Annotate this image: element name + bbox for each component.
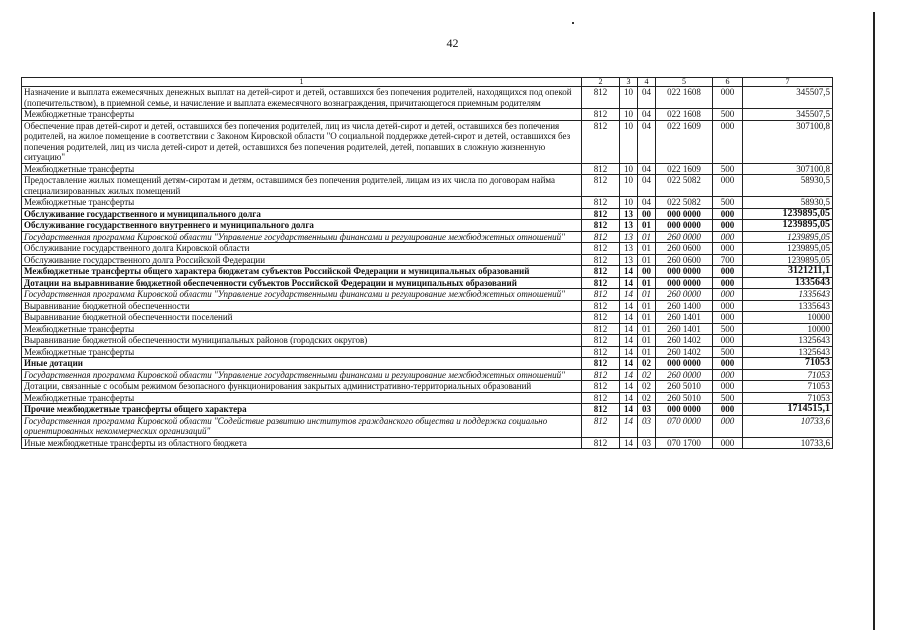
row-article-cell: 260 5010 [656, 392, 713, 404]
table-row [22, 346, 833, 358]
row-section-cell: 14 [620, 266, 638, 278]
row-amount-cell: 71053 [743, 381, 833, 393]
table-header-row [22, 78, 833, 87]
row-subsection-cell: 04 [638, 197, 656, 209]
row-subsection-cell: 01 [638, 312, 656, 324]
row-type-cell: 000 [713, 266, 743, 278]
row-subsection-cell: 02 [638, 358, 656, 370]
row-code-cell: 812 [582, 346, 620, 358]
row-subsection-cell: 01 [638, 243, 656, 255]
row-article-cell: 260 1401 [656, 312, 713, 324]
row-code-cell: 812 [582, 109, 620, 121]
row-code-cell: 812 [582, 335, 620, 347]
row-type-cell: 700 [713, 254, 743, 266]
row-name-cell: Обслуживание государственного и муниципального долга [22, 208, 582, 220]
row-subsection-cell: 02 [638, 381, 656, 393]
row-type-cell: 000 [713, 243, 743, 255]
row-name-cell: Выравнивание бюджетной обеспеченности поселений [22, 312, 582, 324]
row-article-cell: 260 1402 [656, 335, 713, 347]
row-article-cell: 260 5010 [656, 381, 713, 393]
row-code-cell: 812 [582, 289, 620, 301]
row-subsection-cell: 01 [638, 277, 656, 289]
row-code-cell: 812 [582, 220, 620, 232]
row-name-cell: Межбюджетные трансферты общего характера бюджетам субъектов Российской Федерации и муниципальных образований [22, 266, 582, 278]
table-row [22, 392, 833, 404]
row-amount-cell: 1239895,05 [743, 220, 833, 232]
table-row [22, 266, 833, 278]
row-section-cell: 14 [620, 381, 638, 393]
row-code-cell: 812 [582, 300, 620, 312]
row-section-cell: 14 [620, 404, 638, 416]
row-code-cell: 812 [582, 415, 620, 437]
row-code-cell: 812 [582, 358, 620, 370]
row-type-cell: 500 [713, 109, 743, 121]
row-name-cell: Государственная программа Кировской области "Управление государственными финансами и регулирование межбюджетных отношений" [22, 289, 582, 301]
row-type-cell: 000 [713, 289, 743, 301]
row-code-cell: 812 [582, 277, 620, 289]
row-type-cell: 000 [713, 120, 743, 163]
row-code-cell: 812 [582, 208, 620, 220]
row-article-cell: 260 0600 [656, 254, 713, 266]
table-row [22, 197, 833, 209]
row-amount-cell: 71053 [743, 369, 833, 381]
row-subsection-cell: 03 [638, 404, 656, 416]
row-article-cell: 022 1608 [656, 87, 713, 109]
row-type-cell: 500 [713, 197, 743, 209]
row-code-cell: 812 [582, 323, 620, 335]
row-article-cell: 000 0000 [656, 404, 713, 416]
header-cell-6: 6 [713, 78, 743, 87]
row-article-cell: 260 0000 [656, 369, 713, 381]
table-row [22, 254, 833, 266]
row-article-cell: 260 0600 [656, 243, 713, 255]
row-type-cell: 000 [713, 335, 743, 347]
table-row [22, 312, 833, 324]
row-amount-cell: 345507,5 [743, 87, 833, 109]
table-row [22, 369, 833, 381]
row-amount-cell: 10000 [743, 312, 833, 324]
row-type-cell: 500 [713, 163, 743, 175]
row-section-cell: 13 [620, 220, 638, 232]
table-body [22, 78, 833, 449]
row-code-cell: 812 [582, 437, 620, 449]
row-section-cell: 10 [620, 197, 638, 209]
row-section-cell: 13 [620, 243, 638, 255]
row-subsection-cell: 04 [638, 120, 656, 163]
header-cell-7: 7 [743, 78, 833, 87]
row-article-cell: 022 5082 [656, 197, 713, 209]
row-code-cell: 812 [582, 369, 620, 381]
row-name-cell: Иные дотации [22, 358, 582, 370]
row-name-cell: Государственная программа Кировской области "Управление государственными финансами и регулирование межбюджетных отношений" [22, 369, 582, 381]
table-row [22, 437, 833, 449]
row-type-cell: 000 [713, 231, 743, 243]
row-amount-cell: 58930,5 [743, 175, 833, 197]
row-article-cell: 260 1400 [656, 300, 713, 312]
row-name-cell: Межбюджетные трансферты [22, 163, 582, 175]
row-article-cell: 070 0000 [656, 415, 713, 437]
row-type-cell: 000 [713, 415, 743, 437]
table-row [22, 109, 833, 121]
row-name-cell: Межбюджетные трансферты [22, 346, 582, 358]
row-section-cell: 14 [620, 289, 638, 301]
table-row [22, 404, 833, 416]
row-name-cell: Межбюджетные трансферты [22, 197, 582, 209]
table-row [22, 358, 833, 370]
row-code-cell: 812 [582, 254, 620, 266]
row-subsection-cell: 00 [638, 266, 656, 278]
row-section-cell: 14 [620, 323, 638, 335]
row-code-cell: 812 [582, 87, 620, 109]
row-article-cell: 022 1609 [656, 163, 713, 175]
row-subsection-cell: 02 [638, 369, 656, 381]
header-cell-1: 1 [22, 78, 582, 87]
row-amount-cell: 10733,6 [743, 437, 833, 449]
row-article-cell: 260 0000 [656, 231, 713, 243]
row-section-cell: 13 [620, 231, 638, 243]
row-amount-cell: 10000 [743, 323, 833, 335]
row-article-cell: 022 1609 [656, 120, 713, 163]
row-name-cell: Государственная программа Кировской области "Управление государственными финансами и регулирование межбюджетных отношений" [22, 231, 582, 243]
table-row [22, 415, 833, 437]
row-type-cell: 000 [713, 358, 743, 370]
table-row [22, 289, 833, 301]
row-section-cell: 10 [620, 175, 638, 197]
row-article-cell: 000 0000 [656, 220, 713, 232]
table-row [22, 220, 833, 232]
table-row [22, 243, 833, 255]
row-section-cell: 14 [620, 300, 638, 312]
row-subsection-cell: 01 [638, 220, 656, 232]
header-cell-3: 3 [620, 78, 638, 87]
row-subsection-cell: 01 [638, 346, 656, 358]
row-section-cell: 13 [620, 254, 638, 266]
row-type-cell: 000 [713, 208, 743, 220]
row-section-cell: 14 [620, 277, 638, 289]
row-subsection-cell: 01 [638, 323, 656, 335]
row-code-cell: 812 [582, 175, 620, 197]
row-subsection-cell: 04 [638, 175, 656, 197]
row-type-cell: 000 [713, 175, 743, 197]
row-type-cell: 000 [713, 277, 743, 289]
table-row [22, 300, 833, 312]
row-subsection-cell: 03 [638, 415, 656, 437]
row-subsection-cell: 01 [638, 289, 656, 301]
row-type-cell: 500 [713, 392, 743, 404]
row-section-cell: 10 [620, 87, 638, 109]
row-section-cell: 10 [620, 120, 638, 163]
row-subsection-cell: 02 [638, 392, 656, 404]
row-amount-cell: 1239895,05 [743, 243, 833, 255]
row-name-cell: Назначение и выплата ежемесячных денежных выплат на детей-сирот и детей, оставшихся без попечения родителей, находящихся под опекой (попечительством), в приемной семье, и начисление и выплата ежемесячного вознаграждения, причитающегося приемным родителям [22, 87, 582, 109]
row-section-cell: 13 [620, 208, 638, 220]
row-amount-cell: 58930,5 [743, 197, 833, 209]
table-row [22, 231, 833, 243]
header-cell-4: 4 [638, 78, 656, 87]
row-article-cell: 022 5082 [656, 175, 713, 197]
row-subsection-cell: 04 [638, 87, 656, 109]
row-section-cell: 10 [620, 109, 638, 121]
row-article-cell: 000 0000 [656, 358, 713, 370]
row-name-cell: Выравнивание бюджетной обеспеченности [22, 300, 582, 312]
row-article-cell: 000 0000 [656, 266, 713, 278]
row-code-cell: 812 [582, 266, 620, 278]
page-number: 42 [446, 36, 459, 50]
row-amount-cell: 307100,8 [743, 120, 833, 163]
row-name-cell: Обслуживание государственного внутреннего и муниципального долга [22, 220, 582, 232]
row-code-cell: 812 [582, 404, 620, 416]
row-name-cell: Межбюджетные трансферты [22, 323, 582, 335]
header-cell-5: 5 [656, 78, 713, 87]
row-amount-cell: 307100,8 [743, 163, 833, 175]
row-subsection-cell: 01 [638, 254, 656, 266]
row-code-cell: 812 [582, 243, 620, 255]
table-row [22, 277, 833, 289]
row-section-cell: 14 [620, 312, 638, 324]
row-section-cell: 10 [620, 163, 638, 175]
table-row [22, 87, 833, 109]
row-code-cell: 812 [582, 392, 620, 404]
row-article-cell: 022 1608 [656, 109, 713, 121]
row-code-cell: 812 [582, 197, 620, 209]
row-section-cell: 14 [620, 415, 638, 437]
row-article-cell: 260 1401 [656, 323, 713, 335]
row-name-cell: Обслуживание государственного долга Российской Федерации [22, 254, 582, 266]
row-amount-cell: 1325643 [743, 346, 833, 358]
row-article-cell: 070 1700 [656, 437, 713, 449]
row-article-cell: 260 0000 [656, 289, 713, 301]
row-code-cell: 812 [582, 381, 620, 393]
table-row [22, 120, 833, 163]
row-section-cell: 14 [620, 369, 638, 381]
row-type-cell: 000 [713, 300, 743, 312]
row-code-cell: 812 [582, 231, 620, 243]
row-subsection-cell: 04 [638, 163, 656, 175]
row-name-cell: Выравнивание бюджетной обеспеченности муниципальных районов (городских округов) [22, 335, 582, 347]
row-type-cell: 000 [713, 87, 743, 109]
row-amount-cell: 3121211,1 [743, 266, 833, 278]
row-name-cell: Дотации на выравнивание бюджетной обеспеченности субъектов Российской Федерации и муниципальных образований [22, 277, 582, 289]
row-type-cell: 000 [713, 369, 743, 381]
budget-table [21, 77, 833, 449]
table-row [22, 163, 833, 175]
page-edge-line [873, 12, 875, 630]
row-type-cell: 000 [713, 312, 743, 324]
row-amount-cell: 1335643 [743, 300, 833, 312]
row-type-cell: 500 [713, 323, 743, 335]
row-amount-cell: 10733,6 [743, 415, 833, 437]
row-article-cell: 000 0000 [656, 208, 713, 220]
row-type-cell: 000 [713, 404, 743, 416]
header-cell-2: 2 [582, 78, 620, 87]
row-section-cell: 14 [620, 335, 638, 347]
table-row [22, 323, 833, 335]
row-amount-cell: 1239895,05 [743, 254, 833, 266]
row-name-cell: Дотации, связанные с особым режимом безопасного функционирования закрытых административно-территориальных образований [22, 381, 582, 393]
row-name-cell: Государственная программа Кировской области "Содействие развитию институтов гражданского общества и поддержка социально ориентированных некоммерческих организаций" [22, 415, 582, 437]
row-subsection-cell: 04 [638, 109, 656, 121]
table-row [22, 381, 833, 393]
row-type-cell: 500 [713, 346, 743, 358]
row-name-cell: Предоставление жилых помещений детям-сиротам и детям, оставшимся без попечения родителей, лицам из их числа по договорам найма специализированных жилых помещений [22, 175, 582, 197]
row-amount-cell: 1239895,05 [743, 231, 833, 243]
row-subsection-cell: 03 [638, 437, 656, 449]
row-amount-cell: 1335643 [743, 289, 833, 301]
row-subsection-cell: 00 [638, 208, 656, 220]
row-amount-cell: 71053 [743, 358, 833, 370]
row-amount-cell: 345507,5 [743, 109, 833, 121]
row-amount-cell: 71053 [743, 392, 833, 404]
row-subsection-cell: 01 [638, 300, 656, 312]
row-section-cell: 14 [620, 346, 638, 358]
scan-speck [572, 22, 574, 24]
table-row [22, 175, 833, 197]
row-amount-cell: 1239895,05 [743, 208, 833, 220]
row-amount-cell: 1335643 [743, 277, 833, 289]
row-name-cell: Межбюджетные трансферты [22, 392, 582, 404]
row-name-cell: Обеспечение прав детей-сирот и детей, оставшихся без попечения родителей, лиц из числа детей-сирот и детей, оставшихся без попечения родителей, на жилое помещение в соответствии с Законом Кировской области "О социальной поддержке детей-сирот и детей, оставшихся без попечения родителей, лиц из числа детей-сирот и детей, оставшихся без попечения родителей, детей, попавших в сложную жизненную ситуацию" [22, 120, 582, 163]
row-section-cell: 14 [620, 358, 638, 370]
row-type-cell: 000 [713, 381, 743, 393]
table-row [22, 335, 833, 347]
row-code-cell: 812 [582, 163, 620, 175]
table-row [22, 208, 833, 220]
row-code-cell: 812 [582, 120, 620, 163]
row-name-cell: Прочие межбюджетные трансферты общего характера [22, 404, 582, 416]
row-amount-cell: 1325643 [743, 335, 833, 347]
row-section-cell: 14 [620, 437, 638, 449]
row-code-cell: 812 [582, 312, 620, 324]
row-subsection-cell: 01 [638, 335, 656, 347]
row-type-cell: 000 [713, 220, 743, 232]
row-name-cell: Межбюджетные трансферты [22, 109, 582, 121]
row-subsection-cell: 01 [638, 231, 656, 243]
row-article-cell: 000 0000 [656, 277, 713, 289]
row-type-cell: 000 [713, 437, 743, 449]
row-name-cell: Обслуживание государственного долга Кировской области [22, 243, 582, 255]
row-amount-cell: 1714515,1 [743, 404, 833, 416]
row-article-cell: 260 1402 [656, 346, 713, 358]
row-section-cell: 14 [620, 392, 638, 404]
row-name-cell: Иные межбюджетные трансферты из областного бюджета [22, 437, 582, 449]
